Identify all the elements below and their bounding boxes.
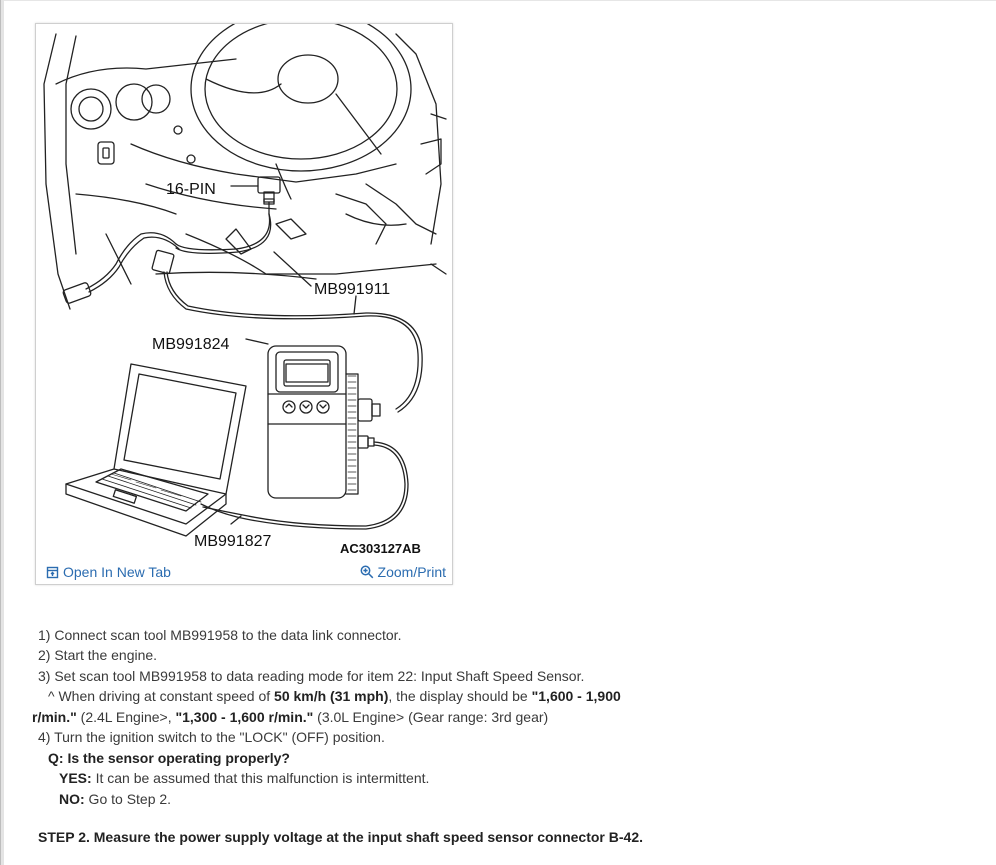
yes-text: It can be assumed that this malfunction is intermittent. <box>91 770 430 786</box>
laptop <box>66 364 246 536</box>
note-value-2: "1,300 - 1,600 r/min." <box>175 709 314 725</box>
question: Q: Is the sensor operating properly? <box>48 750 290 766</box>
note-value-1b: r/min." <box>32 709 77 725</box>
step-4: 4) Turn the ignition switch to the "LOCK" (OFF) position. <box>38 729 385 745</box>
open-in-new-tab-link[interactable] <box>46 564 171 580</box>
step-3-note <box>48 686 621 707</box>
open-in-new-tab-label: Open In New Tab <box>63 564 171 580</box>
label-16-pin: 16-PIN <box>166 181 216 198</box>
label-mb991824: MB991824 <box>152 336 230 353</box>
label-figure-code: AC303127AB <box>340 541 421 554</box>
note-prefix: ^ When driving at constant speed of <box>48 688 275 704</box>
yes-label: YES: <box>59 770 92 786</box>
label-mb991827: MB991827 <box>194 533 272 550</box>
note-engine-1: (2.4L Engine>, <box>76 709 176 725</box>
no-text: Go to Step 2. <box>84 791 172 807</box>
zoom-icon <box>360 565 374 579</box>
answer-yes <box>59 768 429 789</box>
note-value-1a: "1,600 - 1,900 <box>531 688 621 704</box>
scan-tool-connection-diagram <box>36 24 452 554</box>
dashboard-drawing <box>44 24 446 309</box>
step-2: 2) Start the engine. <box>38 647 158 663</box>
note-mid: , the display should be <box>388 688 532 704</box>
answer-no <box>59 789 171 810</box>
left-border-line <box>0 0 1 865</box>
zoom-print-label: Zoom/Print <box>377 564 446 580</box>
step-2-heading: STEP 2. Measure the power supply voltage at the input shaft speed sensor connector B-42. <box>38 829 643 845</box>
note-engine-2: (3.0L Engine> (Gear range: 3rd gear) <box>313 709 549 725</box>
scan-tool <box>268 346 380 498</box>
zoom-print-link[interactable] <box>360 564 446 580</box>
step-3-note-cont <box>32 707 548 728</box>
cable-mb991827 <box>201 442 408 529</box>
diagram-figure <box>35 23 453 585</box>
cable-dlc <box>176 214 270 250</box>
top-border <box>0 0 996 1</box>
open-new-tab-icon <box>46 566 59 579</box>
step-3: 3) Set scan tool MB991958 to data reading mode for item 22: Input Shaft Speed Sensor. <box>38 668 585 684</box>
note-speed: 50 km/h (31 mph) <box>274 688 389 704</box>
label-mb991911: MB991911 <box>314 281 391 298</box>
no-label: NO: <box>59 791 85 807</box>
step-1: 1) Connect scan tool MB991958 to the data link connector. <box>38 627 402 643</box>
